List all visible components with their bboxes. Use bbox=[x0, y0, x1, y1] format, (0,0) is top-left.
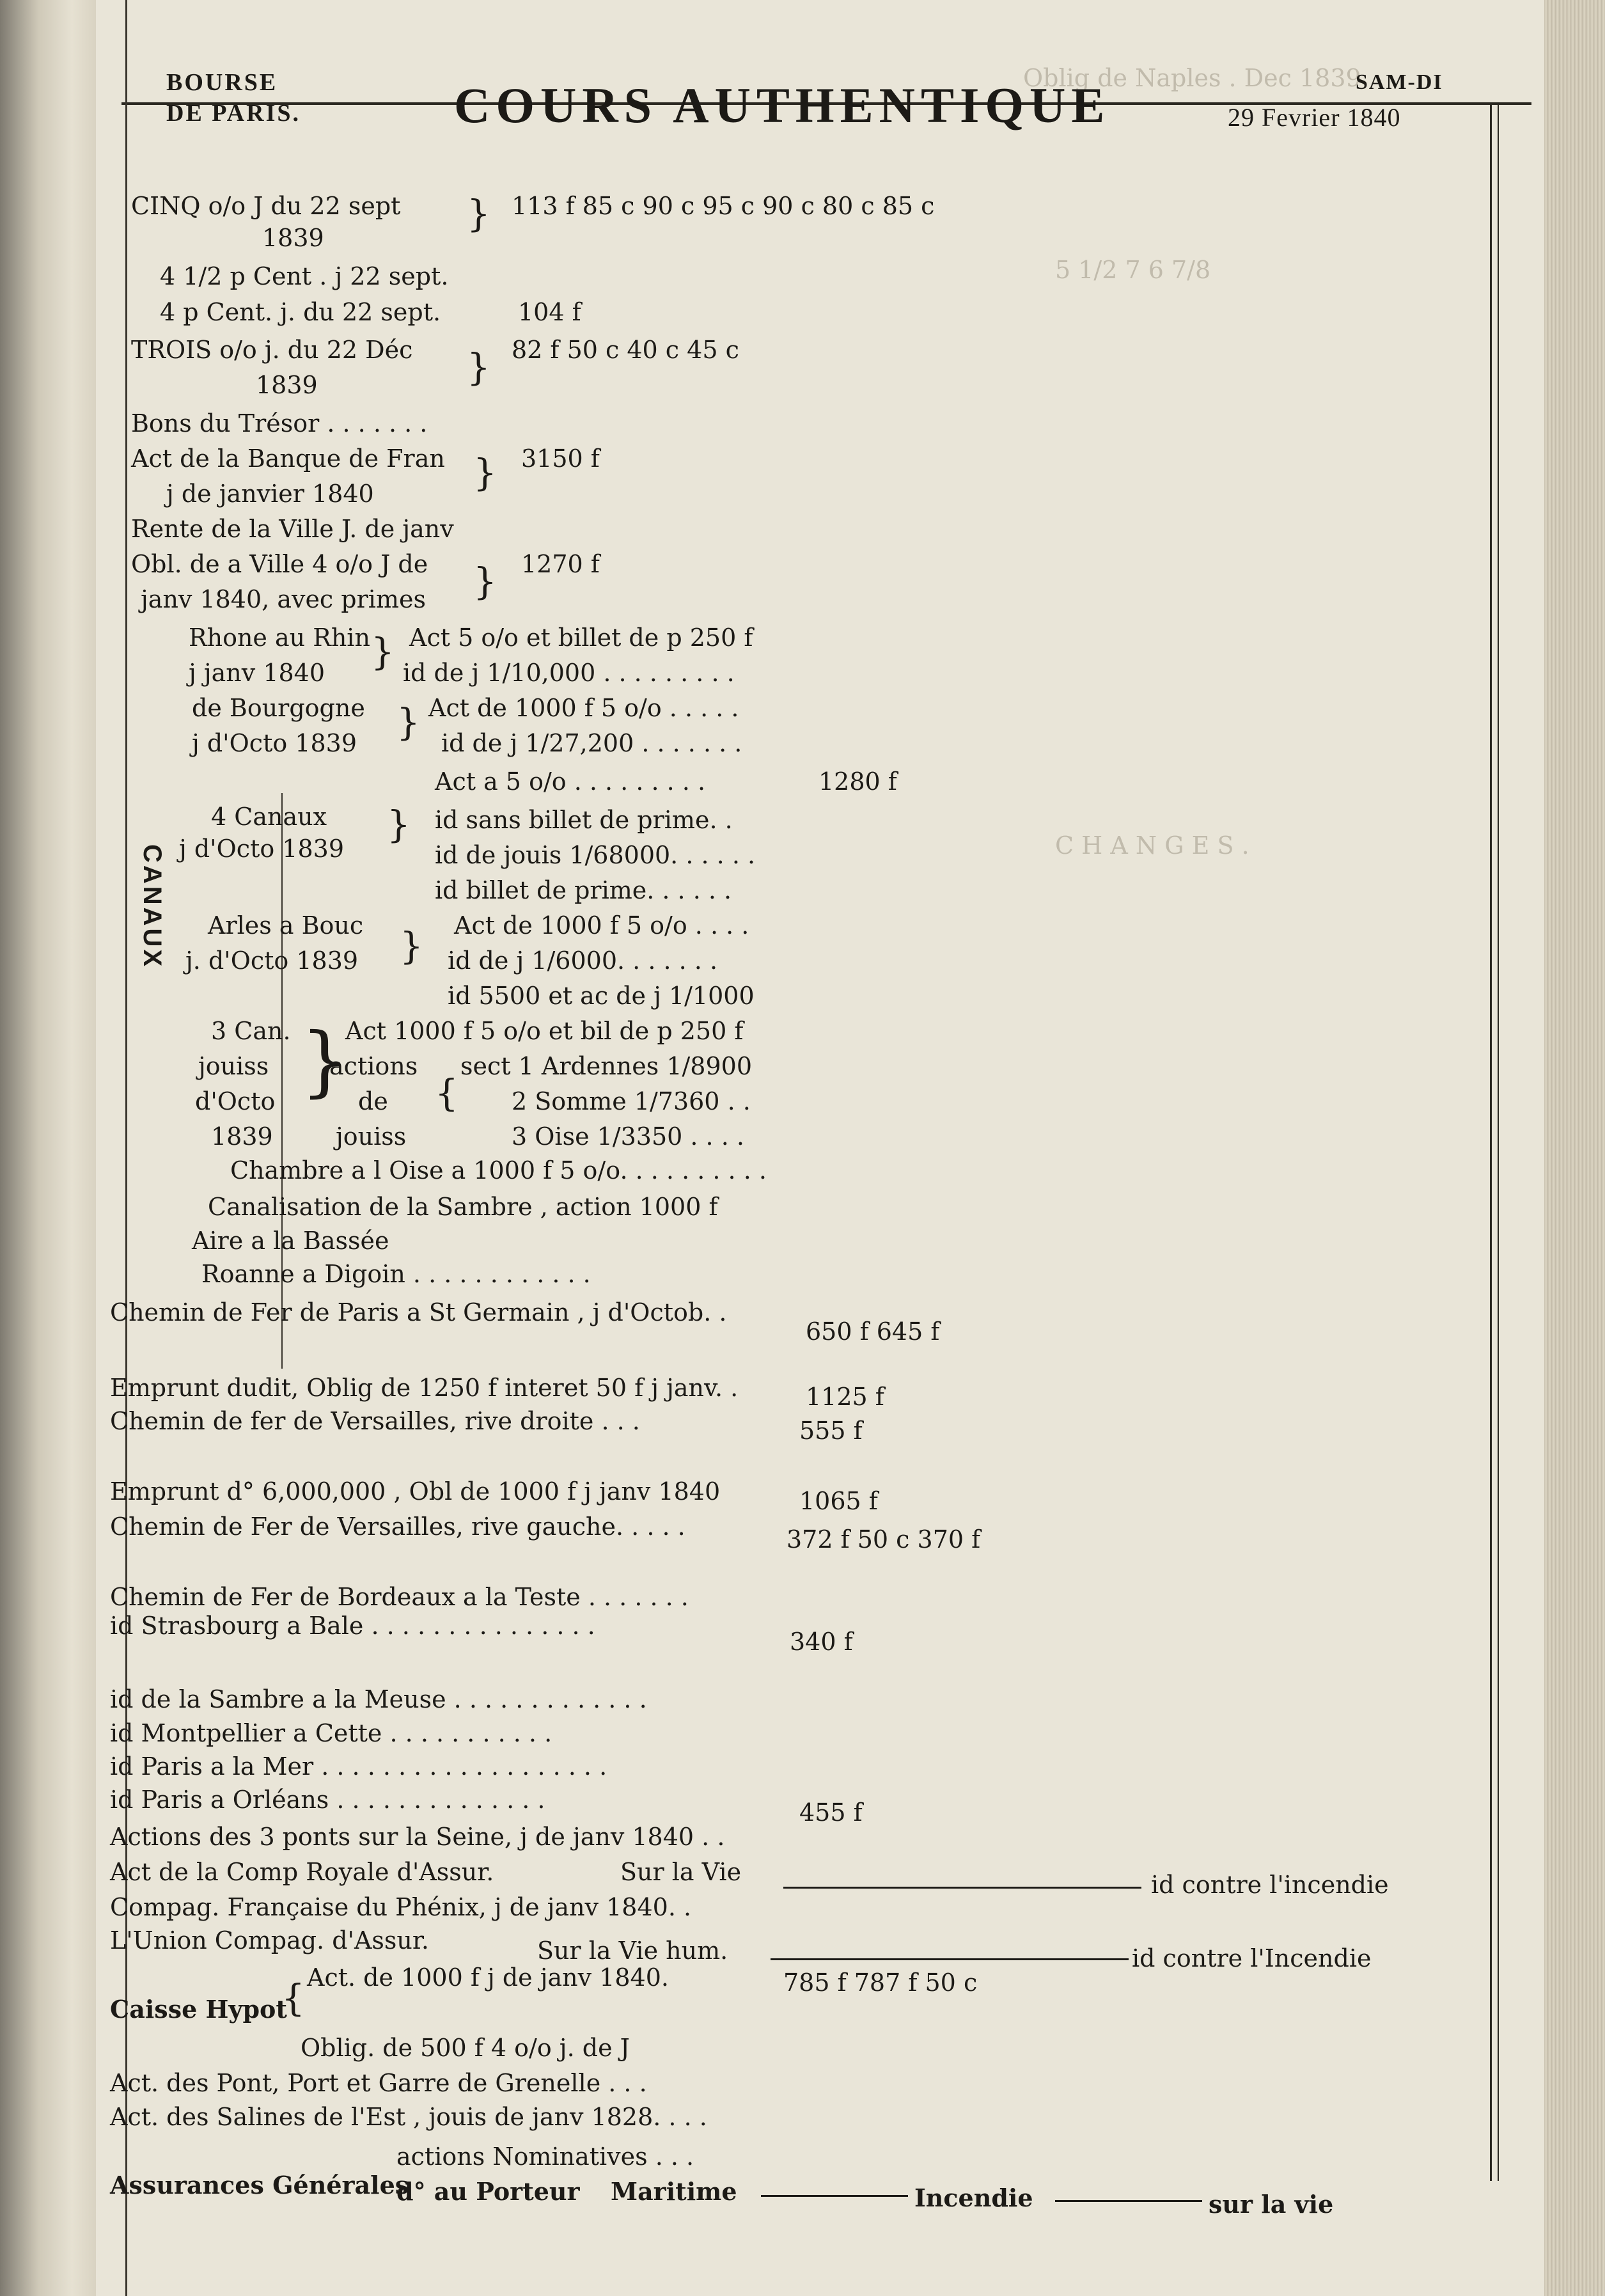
brace: } bbox=[400, 924, 423, 968]
exchange-name bbox=[166, 67, 301, 129]
security-label: Actions des 3 ponts sur la Seine, j de janv 1840 . . bbox=[110, 1823, 725, 1851]
weekday: SAM-DI bbox=[1356, 70, 1443, 94]
railway-label: Emprunt d° 6,000,000 , Obl de 1000 f j janv 1840 bbox=[110, 1477, 721, 1506]
canal-detail: id de j 1/10,000 . . . . . . . . . bbox=[403, 659, 735, 687]
canal-name: 1839 bbox=[211, 1122, 273, 1151]
canal-detail: Aire a la Bassée bbox=[192, 1227, 389, 1255]
railway-label: id Paris a Orléans . . . . . . . . . . . . . . bbox=[110, 1786, 545, 1814]
canal-detail: id de j 1/6000. . . . . . . bbox=[448, 947, 718, 975]
railway-label: Chemin de fer de Versailles, rive droite . . . bbox=[110, 1407, 640, 1435]
security-sub: Maritime bbox=[611, 2177, 737, 2206]
canal-detail: Act de 1000 f 5 o/o . . . . bbox=[454, 911, 749, 940]
security-sub: id contre l'incendie bbox=[1151, 1871, 1389, 1899]
railway-label: Chemin de Fer de Bordeaux a la Teste . . . . . . . bbox=[110, 1583, 689, 1611]
security-label: actions Nominatives . . . bbox=[396, 2143, 694, 2171]
exchange-line-2: DE PARIS. bbox=[166, 100, 301, 127]
canal-value: 1280 f bbox=[818, 767, 897, 796]
canal-detail: id billet de prime. . . . . . bbox=[435, 876, 732, 904]
security-label: Assurances Générales bbox=[110, 2171, 409, 2199]
canal-detail: id 5500 et ac de j 1/1000 bbox=[448, 982, 755, 1010]
canal-detail: id de j 1/27,200 . . . . . . . bbox=[441, 729, 742, 757]
row-value: 1270 f bbox=[521, 550, 600, 578]
security-label: Act. des Pont, Port et Garre de Grenelle . . . bbox=[110, 2069, 647, 2097]
railway-label: Emprunt dudit, Oblig de 1250 f interet 50 f j janv. . bbox=[110, 1374, 739, 1402]
canal-detail: Act 5 o/o et billet de p 250 f bbox=[409, 624, 753, 652]
canal-name: 3 Can. bbox=[211, 1017, 291, 1045]
canal-name: j janv 1840 bbox=[189, 659, 325, 687]
railway-value: 372 f 50 c 370 f bbox=[787, 1525, 981, 1553]
row-label: janv 1840, avec primes bbox=[141, 585, 426, 613]
blank-rule bbox=[761, 2195, 908, 2197]
canal-detail: Act a 5 o/o . . . . . . . . . bbox=[435, 767, 706, 796]
canal-name: 4 Canaux bbox=[211, 803, 327, 831]
row-value: 82 f 50 c 40 c 45 c bbox=[512, 336, 739, 364]
row-label: 1839 bbox=[256, 371, 318, 399]
canal-detail: id de jouis 1/68000. . . . . . bbox=[435, 841, 756, 869]
security-label: Act. des Salines de l'Est , jouis de janv 1828. . . . bbox=[110, 2103, 707, 2131]
blank-rule bbox=[1055, 2200, 1202, 2202]
right-border-rule-inner bbox=[1498, 102, 1499, 2181]
row-label: Obl. de a Ville 4 o/o J de bbox=[131, 550, 428, 578]
security-sub: Incendie bbox=[914, 2183, 1033, 2212]
canal-name: j d'Octo 1839 bbox=[179, 835, 345, 863]
canal-detail: sect 1 Ardennes 1/8900 bbox=[460, 1052, 752, 1080]
security-label: Act. de 1000 f j de janv 1840. bbox=[307, 1963, 669, 1992]
brace: } bbox=[473, 560, 497, 603]
canal-name: Rhone au Rhin bbox=[189, 624, 370, 652]
railway-value: 650 f 645 f bbox=[806, 1317, 940, 1346]
canal-detail: Chambre a l Oise a 1000 f 5 o/o. . . . . . . . . . bbox=[230, 1156, 767, 1184]
canal-name: jouiss bbox=[198, 1052, 269, 1080]
row-label: j de janvier 1840 bbox=[166, 480, 374, 508]
brace: } bbox=[467, 192, 490, 235]
security-sub: d° au Porteur bbox=[396, 2177, 580, 2206]
security-label: Oblig. de 500 f 4 o/o j. de J bbox=[301, 2034, 630, 2062]
page-stack-edge bbox=[1544, 0, 1605, 2296]
exchange-line-1: BOURSE bbox=[166, 69, 278, 96]
brace: } bbox=[301, 1017, 350, 1106]
brace: } bbox=[473, 451, 497, 494]
security-sub: Sur la Vie bbox=[620, 1858, 742, 1886]
railway-value: 1065 f bbox=[799, 1487, 878, 1515]
railway-label: id de la Sambre a la Meuse . . . . . . . . . . . . . bbox=[110, 1685, 647, 1713]
canal-detail: Act de 1000 f 5 o/o . . . . . bbox=[428, 694, 739, 722]
canal-detail: Roanne a Digoin . . . . . . . . . . . . bbox=[201, 1260, 591, 1288]
security-label: Caisse Hypot bbox=[110, 1995, 287, 2024]
adjacent-page-edge bbox=[0, 0, 96, 2296]
brace: { bbox=[435, 1071, 458, 1115]
section-label-canaux: CANAUX bbox=[138, 844, 166, 970]
security-sub: sur la vie bbox=[1209, 2190, 1334, 2219]
brace: { bbox=[281, 1976, 305, 2020]
railway-value: 555 f bbox=[799, 1417, 863, 1445]
canal-name: j. d'Octo 1839 bbox=[185, 947, 359, 975]
brace: } bbox=[396, 700, 420, 744]
canal-detail: id sans billet de prime. . bbox=[435, 806, 733, 834]
date: 29 Fevrier 1840 bbox=[1228, 103, 1401, 132]
row-label: Act de la Banque de Fran bbox=[131, 444, 445, 473]
brace: } bbox=[387, 803, 411, 846]
security-label: Act de la Comp Royale d'Assur. bbox=[110, 1858, 494, 1886]
row-label: 4 p Cent. j. du 22 sept. bbox=[160, 298, 441, 326]
bleed-through: 5 1/2 7 6 7/8 bbox=[1055, 256, 1211, 284]
canal-detail: Canalisation de la Sambre , action 1000 f bbox=[208, 1193, 718, 1221]
security-value: 785 f 787 f 50 c bbox=[783, 1969, 978, 1997]
row-label: 4 1/2 p Cent . j 22 sept. bbox=[160, 262, 449, 290]
railway-label: Chemin de Fer de Paris a St Germain , j d'Octob. . bbox=[110, 1298, 727, 1326]
canal-name: Arles a Bouc bbox=[208, 911, 364, 940]
railway-label: id Strasbourg a Bale . . . . . . . . . . . . . . . bbox=[110, 1612, 595, 1640]
row-label: CINQ o/o J du 22 sept bbox=[131, 192, 401, 220]
canal-name: de Bourgogne bbox=[192, 694, 365, 722]
canal-sub: de bbox=[358, 1087, 388, 1115]
row-label: TROIS o/o j. du 22 Déc bbox=[131, 336, 413, 364]
canal-detail: Act 1000 f 5 o/o et bil de p 250 f bbox=[345, 1017, 744, 1045]
security-sub: id contre l'Incendie bbox=[1132, 1944, 1372, 1972]
railway-label: id Paris a la Mer . . . . . . . . . . . . . . . . . . . bbox=[110, 1752, 607, 1781]
brace: } bbox=[371, 630, 395, 673]
brace: } bbox=[467, 345, 490, 389]
right-border-rule bbox=[1490, 102, 1492, 2181]
canal-detail: 2 Somme 1/7360 . . bbox=[512, 1087, 751, 1115]
row-value: 113 f 85 c 90 c 95 c 90 c 80 c 85 c bbox=[512, 192, 935, 220]
document-page bbox=[96, 0, 1544, 2296]
row-value: 3150 f bbox=[521, 444, 600, 473]
canal-name: j d'Octo 1839 bbox=[192, 729, 357, 757]
blank-rule bbox=[771, 1958, 1129, 1960]
canal-sub: actions bbox=[329, 1052, 418, 1080]
page-title: COURS AUTHENTIQUE bbox=[454, 77, 1111, 133]
railway-label: Chemin de Fer de Versailles, rive gauche. . . . . bbox=[110, 1513, 685, 1541]
railway-value: 1125 f bbox=[806, 1383, 884, 1411]
security-label: Compag. Française du Phénix, j de janv 1840. . bbox=[110, 1893, 692, 1921]
row-value: 104 f bbox=[518, 298, 581, 326]
blank-rule bbox=[783, 1887, 1141, 1889]
row-label: Bons du Trésor . . . . . . . bbox=[131, 409, 428, 437]
canal-detail: 3 Oise 1/3350 . . . . bbox=[512, 1122, 744, 1151]
railway-label: id Montpellier a Cette . . . . . . . . . . . bbox=[110, 1719, 552, 1747]
railway-value: 455 f bbox=[799, 1798, 863, 1827]
row-label: 1839 bbox=[262, 224, 324, 252]
bleed-through: C H A N G E S . bbox=[1055, 831, 1249, 860]
security-label: L'Union Compag. d'Assur. bbox=[110, 1926, 429, 1954]
canal-name: d'Octo bbox=[195, 1087, 276, 1115]
row-label: Rente de la Ville J. de janv bbox=[131, 515, 454, 543]
railway-value: 340 f bbox=[790, 1628, 853, 1656]
security-sub: Sur la Vie hum. bbox=[537, 1937, 728, 1965]
bleed-through: Oblig de Naples . Dec 1839 bbox=[1023, 64, 1361, 92]
canal-sub: jouiss bbox=[336, 1122, 407, 1151]
